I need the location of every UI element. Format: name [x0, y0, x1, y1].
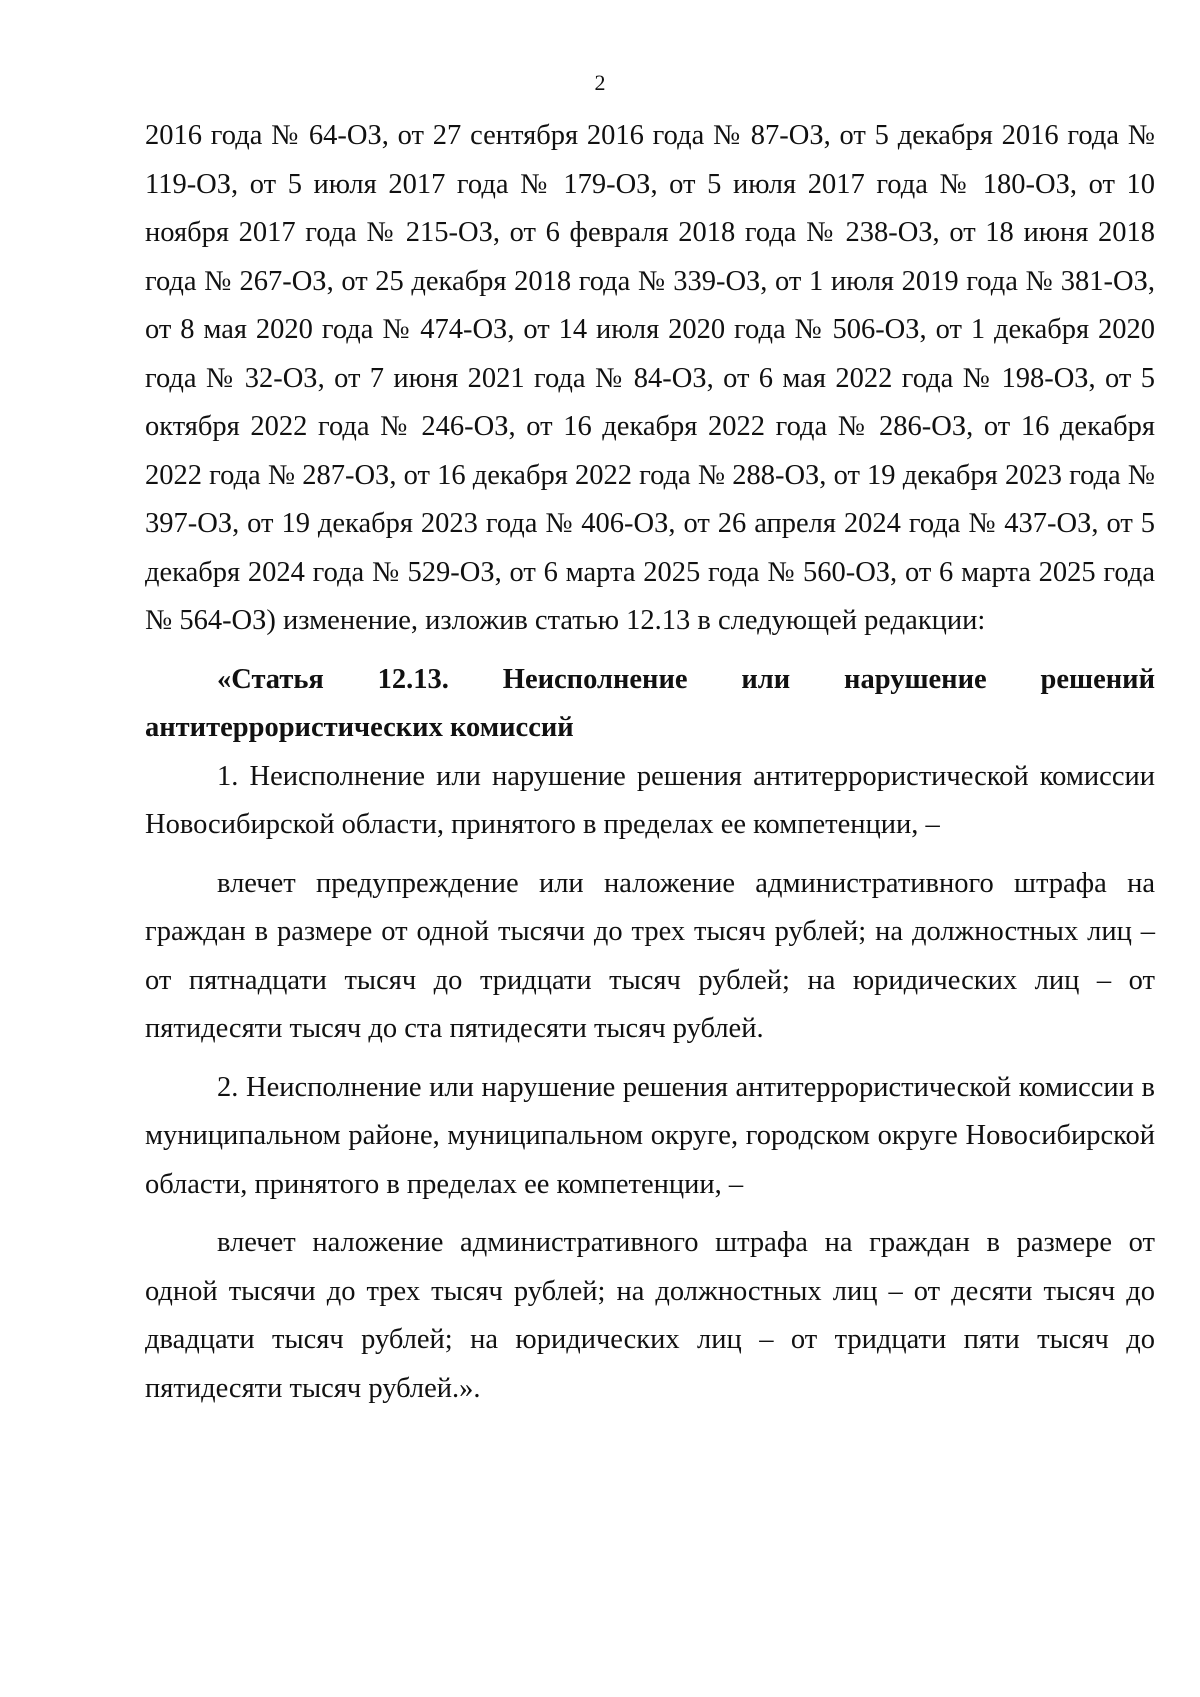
document-body: [145, 112, 1155, 1413]
intro-paragraph: 2016 года № 64-ОЗ, от 27 сентября 2016 года № 87-ОЗ, от 5 декабря 2016 года № 119-ОЗ, от 5 июля 2017 года № 179-ОЗ, от 5 июля 2017 года № 180-ОЗ, от 10 ноября 2017 года № 215-ОЗ, от 6 февраля 2018 года № 238-ОЗ, от 18 июня 2018 года № 267-ОЗ, от 25 декабря 2018 года № 339-ОЗ, от 1 июля 2019 года № 381-ОЗ, от 8 мая 2020 года № 474-ОЗ, от 14 июля 2020 года № 506-ОЗ, от 1 декабря 2020 года № 32-ОЗ, от 7 июня 2021 года № 84-ОЗ, от 6 мая 2022 года № 198-ОЗ, от 5 октября 2022 года № 246-ОЗ, от 16 декабря 2022 года № 286-ОЗ, от 16 декабря 2022 года № 287-ОЗ, от 16 декабря 2022 года № 288-ОЗ, от 19 декабря 2023 года № 397-ОЗ, от 19 декабря 2023 года № 406-ОЗ, от 26 апреля 2024 года № 437-ОЗ, от 5 декабря 2024 года № 529-ОЗ, от 6 марта 2025 года № 560-ОЗ, от 6 марта 2025 года № 564-ОЗ) изменение, изложив статью 12.13 в следующей редакции:: [145, 120, 1155, 636]
article-penalty-2: влечет наложение административного штрафа на граждан в размере от одной тысячи до трех тысяч рублей; на должностных лиц – от десяти тысяч до двадцати тысяч рублей; на юридических лиц – от тридцати пяти тысяч до пятидесяти тысяч рублей.».: [145, 1227, 1155, 1404]
article-item-1: 1. Неисполнение или нарушение решения антитеррористической комиссии Новосибирской области, принятого в пределах ее компетенции, –: [145, 760, 1155, 840]
article-item-2: 2. Неисполнение или нарушение решения антитеррористической комиссии в муниципальном районе, муниципальном округе, городском округе Новосибирской области, принятого в пределах ее компетенции, –: [145, 1071, 1155, 1200]
article-heading: «Статья 12.13. Неисполнение или нарушение решений антитеррористических комиссий: [145, 663, 1155, 743]
page-number: 2: [594, 70, 606, 95]
article-penalty-1: влечет предупреждение или наложение административного штрафа на граждан в размере от одной тысячи до трех тысяч рублей; на должностных лиц – от пятнадцати тысяч до тридцати тысяч рублей; на юридических лиц – от пятидесяти тысяч до ста пятидесяти тысяч рублей.: [145, 867, 1155, 1044]
